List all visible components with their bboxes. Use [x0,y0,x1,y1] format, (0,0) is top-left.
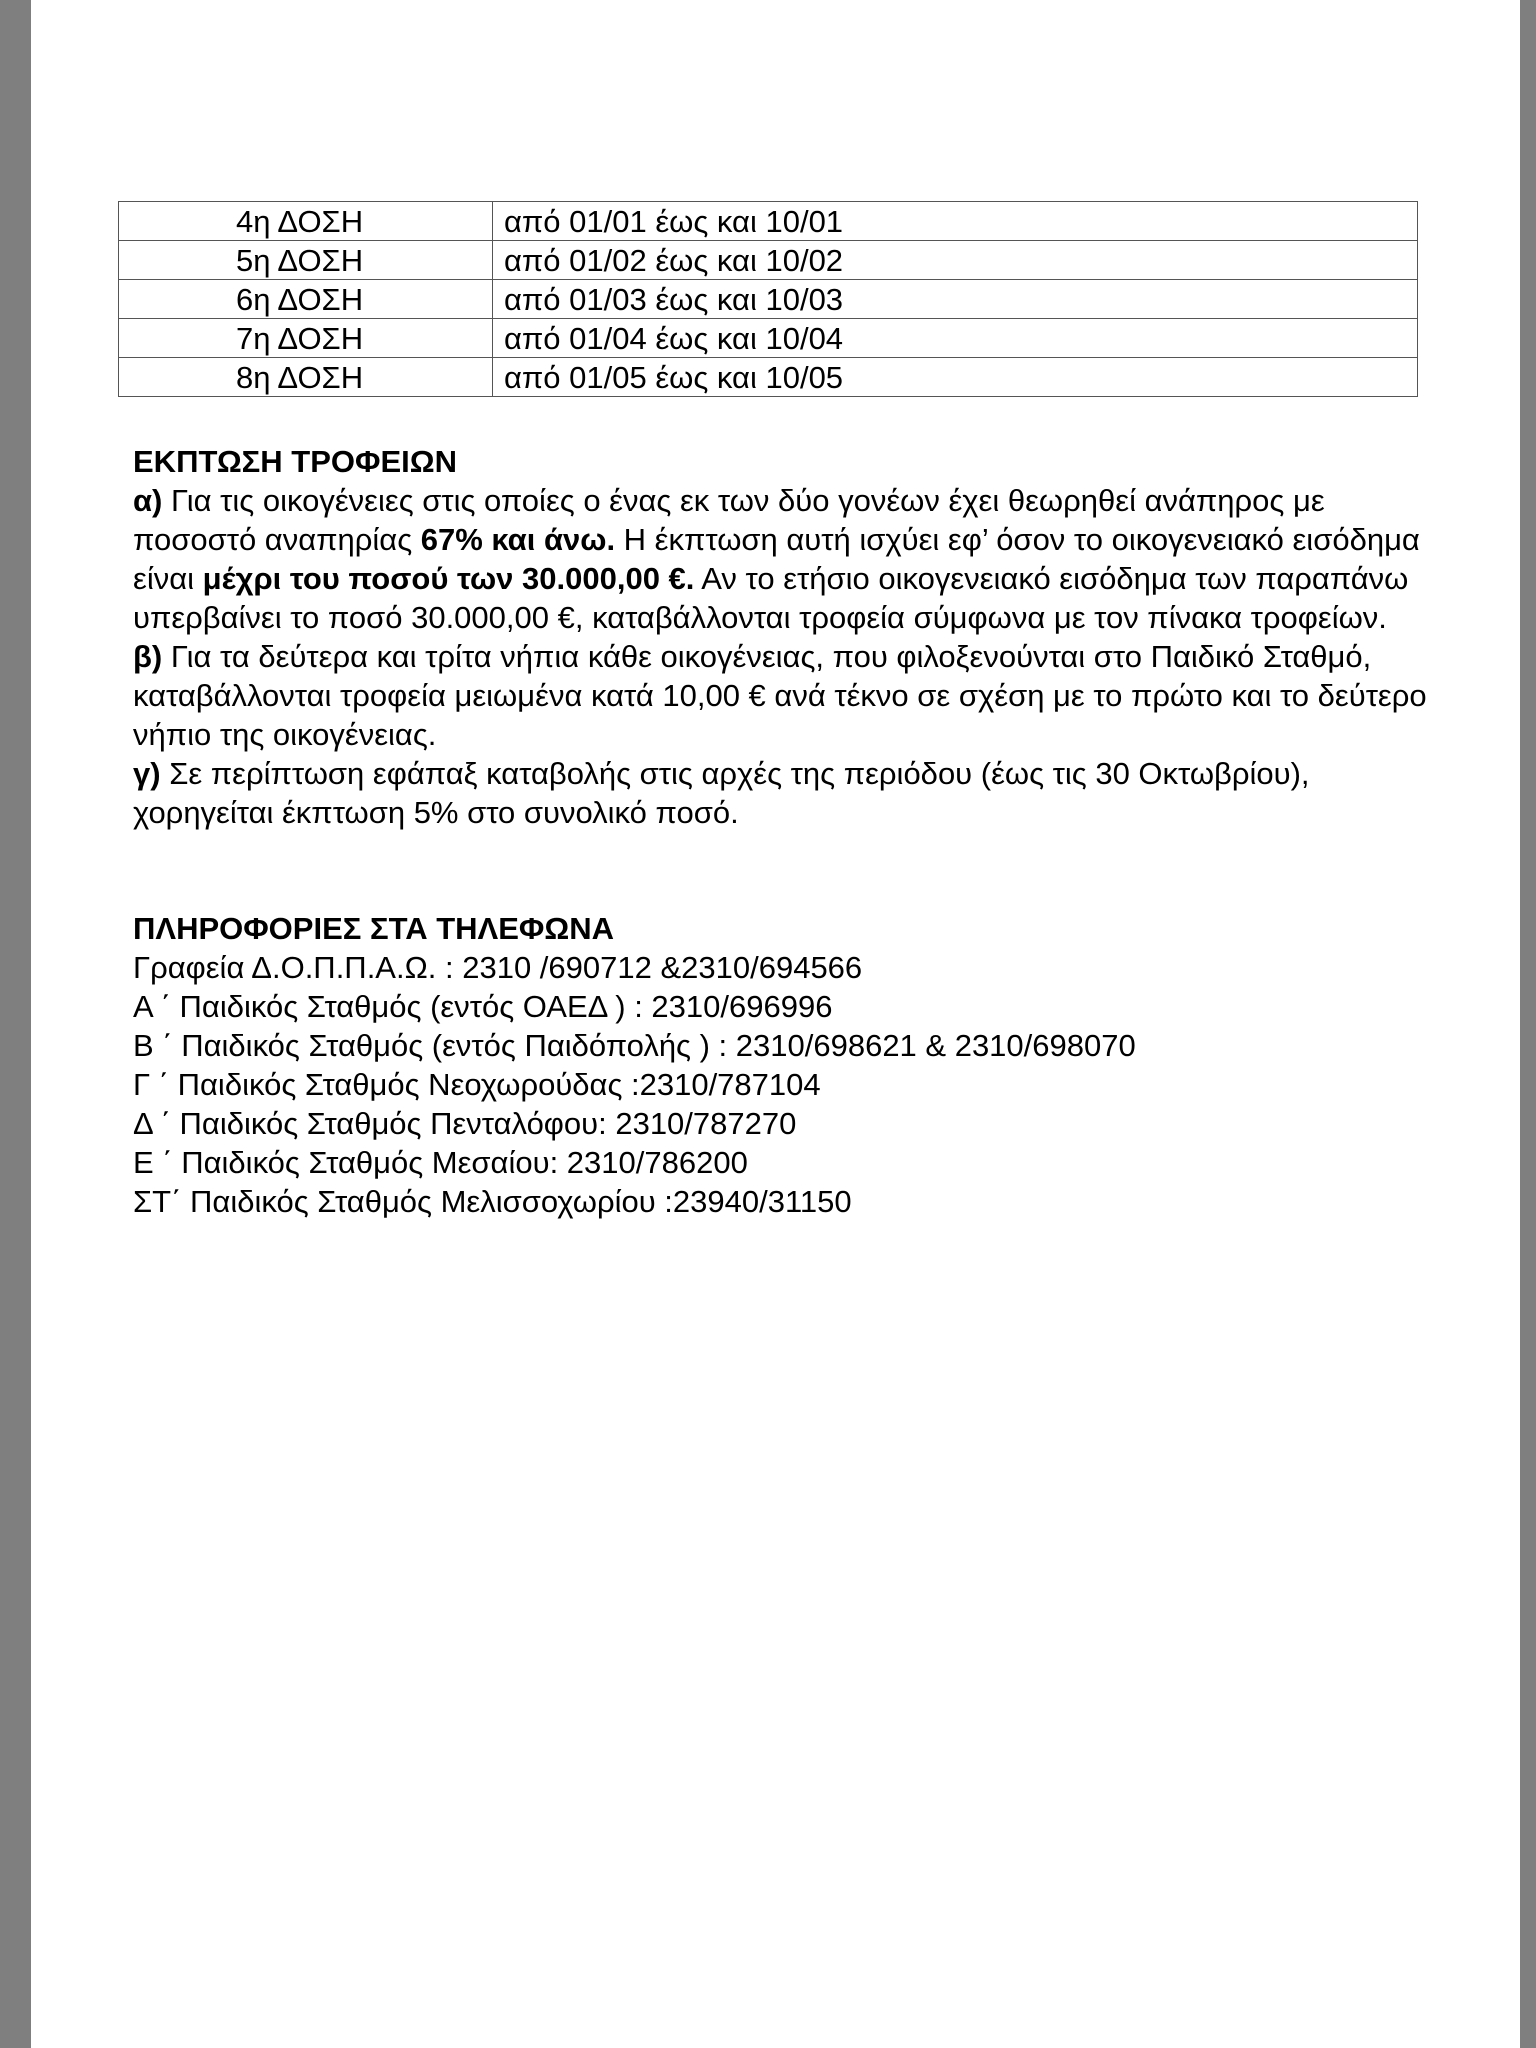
item-label: γ) [133,756,161,791]
paragraph-text: Η έκπτωση αυτή ισχύει εφ’ όσον το οικογενειακό εισόδημα είναι [133,522,1420,596]
discount-paragraph-b [133,637,1433,754]
contact-line: Γ ΄ Παιδικός Σταθμός Νεοχωρούδας :2310/787104 [133,1067,821,1102]
period-cell: από 01/04 έως και 10/04 [493,319,1418,358]
paragraph-text: Για τα δεύτερα και τρίτα νήπια κάθε οικογένειας, που φιλοξενούνται στο Παιδικό Σταθμό, καταβάλλονται τροφεία μειωμένα κατά 10,00 € ανά τέκνο σε σχέση με το πρώτο και το δεύτερο νήπιο της οικογένειας. [133,639,1427,752]
contact-line: Δ ΄ Παιδικός Σταθμός Πενταλόφου: 2310/787270 [133,1106,797,1141]
contact-line: Ε ΄ Παιδικός Σταθμός Μεσαίου: 2310/786200 [133,1145,748,1180]
contact-section [133,909,1433,1221]
paragraph-text: Αν το ετήσιο οικογενειακό εισόδημα των παραπάνω υπερβαίνει το ποσό 30.000,00 €, καταβάλλονται τροφεία σύμφωνα με τον πίνακα τροφείων. [133,561,1409,635]
table-row [119,280,1418,319]
document-page [31,0,1520,2048]
emphasis-text: 67% και άνω. [420,522,616,557]
table-row [119,202,1418,241]
payment-schedule-table [118,201,1418,397]
table-row [119,319,1418,358]
dose-cell: 8η ΔΟΣΗ [119,358,493,397]
table-row [119,358,1418,397]
discount-paragraph-a [133,481,1433,637]
table-row [119,241,1418,280]
dose-cell: 4η ΔΟΣΗ [119,202,493,241]
item-label: α) [133,483,163,518]
contact-line: Γραφεία Δ.Ο.Π.Π.Α.Ω. : 2310 /690712 &2310/694566 [133,950,863,985]
emphasis-text: μέχρι του ποσού των 30.000,00 €. [202,561,695,596]
paragraph-text: Σε περίπτωση εφάπαξ καταβολής στις αρχές της περιόδου (έως τις 30 Οκτωβρίου), χορηγείται έκπτωση 5% στο συνολικό ποσό. [133,756,1310,830]
paragraph-text: Για τις οικογένειες στις οποίες ο ένας εκ των δύο γονέων έχει θεωρηθεί ανάπηρος με ποσοστό αναπηρίας [133,483,1325,557]
period-cell: από 01/02 έως και 10/02 [493,241,1418,280]
contact-line: ΣΤ΄ Παιδικός Σταθμός Μελισσοχωρίου :23940/31150 [133,1184,852,1219]
contact-line: Β ΄ Παιδικός Σταθμός (εντός Παιδόπολής ) : 2310/698621 & 2310/698070 [133,1028,1136,1063]
contact-line: Α ΄ Παιδικός Σταθμός (εντός ΟΑΕΔ ) : 2310/696996 [133,989,833,1024]
discount-heading: ΕΚΠΤΩΣΗ ΤΡΟΦΕΙΩΝ [133,444,457,479]
dose-cell: 6η ΔΟΣΗ [119,280,493,319]
item-label: β) [133,639,163,674]
discount-section [133,442,1433,832]
period-cell: από 01/05 έως και 10/05 [493,358,1418,397]
discount-paragraph-c [133,754,1433,832]
contact-heading: ΠΛΗΡΟΦΟΡΙΕΣ ΣΤΑ ΤΗΛΕΦΩΝΑ [133,911,614,946]
period-cell: από 01/03 έως και 10/03 [493,280,1418,319]
dose-cell: 7η ΔΟΣΗ [119,319,493,358]
dose-cell: 5η ΔΟΣΗ [119,241,493,280]
period-cell: από 01/01 έως και 10/01 [493,202,1418,241]
